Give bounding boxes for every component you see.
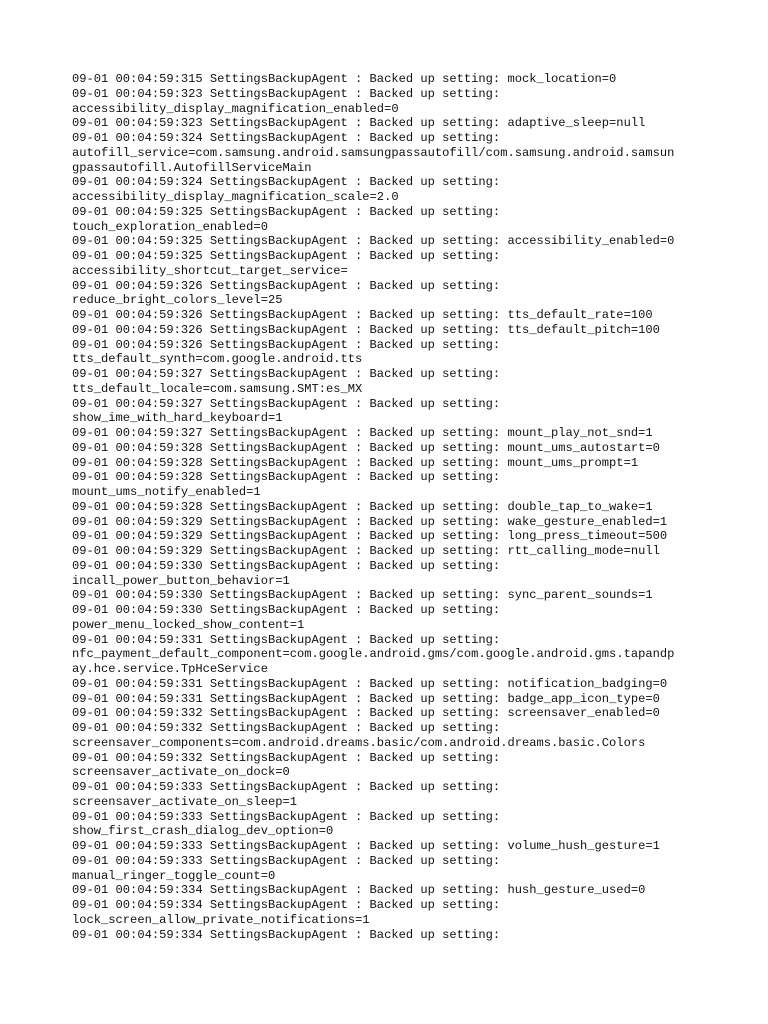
log-line: reduce_bright_colors_level=25 (72, 293, 283, 308)
log-line: screensaver_activate_on_sleep=1 (72, 794, 297, 809)
log-line: 09-01 00:04:59:333 SettingsBackupAgent : Backed up setting: (72, 809, 501, 824)
log-line: 09-01 00:04:59:326 SettingsBackupAgent : Backed up setting: (72, 337, 501, 352)
log-line: lock_screen_allow_private_notifications=1 (72, 912, 370, 927)
log-line: 09-01 00:04:59:328 SettingsBackupAgent : Backed up setting: double_tap_to_wake=1 (72, 499, 653, 514)
log-line: 09-01 00:04:59:331 SettingsBackupAgent : Backed up setting: badge_app_icon_type=0 (72, 691, 660, 706)
log-line: incall_power_button_behavior=1 (72, 573, 290, 588)
log-line: tts_default_locale=com.samsung.SMT:es_MX (72, 381, 363, 396)
log-line: 09-01 00:04:59:334 SettingsBackupAgent : Backed up setting: (72, 927, 501, 942)
log-line: 09-01 00:04:59:326 SettingsBackupAgent : Backed up setting: (72, 278, 501, 293)
log-line: touch_exploration_enabled=0 (72, 219, 268, 234)
log-line: screensaver_components=com.android.dreams.basic/com.android.dreams.basic.Colors (72, 735, 646, 750)
log-line: accessibility_display_magnification_scale=2.0 (72, 190, 399, 204)
log-line: 09-01 00:04:59:325 SettingsBackupAgent : Backed up setting: (72, 204, 501, 219)
log-line: 09-01 00:04:59:329 SettingsBackupAgent : Backed up setting: rtt_calling_mode=null (72, 544, 660, 558)
log-line: 09-01 00:04:59:331 SettingsBackupAgent : Backed up setting: (72, 632, 501, 647)
log-line: 09-01 00:04:59:333 SettingsBackupAgent : Backed up setting: (72, 853, 501, 868)
log-line: 09-01 00:04:59:324 SettingsBackupAgent : Backed up setting: (72, 175, 501, 190)
log-line: autofill_service=com.samsung.android.samsungpassautofill/com.samsung.android.samsun (72, 145, 675, 160)
log-line: 09-01 00:04:59:329 SettingsBackupAgent : Backed up setting: wake_gesture_enabled=1 (72, 514, 668, 529)
log-line: 09-01 00:04:59:323 SettingsBackupAgent : Backed up setting: adaptive_sleep=null (72, 116, 646, 131)
log-line: 09-01 00:04:59:332 SettingsBackupAgent : Backed up setting: (72, 721, 501, 735)
log-line: show_ime_with_hard_keyboard=1 (72, 411, 283, 426)
log-line: 09-01 00:04:59:326 SettingsBackupAgent : Backed up setting: tts_default_rate=100 (72, 308, 653, 322)
log-line: 09-01 00:04:59:329 SettingsBackupAgent : Backed up setting: long_press_timeout=500 (72, 529, 668, 544)
log-line: 09-01 00:04:59:330 SettingsBackupAgent : Backed up setting: (72, 603, 501, 617)
log-line: power_menu_locked_show_content=1 (72, 617, 305, 632)
log-line: nfc_payment_default_component=com.google.android.gms/com.google.android.gms.tapandp (72, 647, 675, 662)
log-line: 09-01 00:04:59:328 SettingsBackupAgent : Backed up setting: (72, 470, 501, 485)
log-line: 09-01 00:04:59:330 SettingsBackupAgent : Backed up setting: (72, 558, 501, 573)
log-line: accessibility_shortcut_target_service= (72, 263, 348, 278)
log-line: 09-01 00:04:59:315 SettingsBackupAgent : Backed up setting: mock_location=0 (72, 72, 617, 86)
log-line: 09-01 00:04:59:325 SettingsBackupAgent : Backed up setting: (72, 249, 501, 263)
log-line: 09-01 00:04:59:333 SettingsBackupAgent : Backed up setting: (72, 780, 501, 794)
log-line: 09-01 00:04:59:332 SettingsBackupAgent : Backed up setting: (72, 750, 501, 765)
log-line: 09-01 00:04:59:324 SettingsBackupAgent : Backed up setting: (72, 131, 501, 145)
log-line: tts_default_synth=com.google.android.tts (72, 352, 363, 367)
log-line: ay.hce.service.TpHceService (72, 662, 268, 676)
log-line: 09-01 00:04:59:325 SettingsBackupAgent : Backed up setting: accessibility_enabled=0 (72, 234, 675, 249)
log-line: 09-01 00:04:59:326 SettingsBackupAgent : Backed up setting: tts_default_pitch=100 (72, 322, 660, 337)
log-line: 09-01 00:04:59:328 SettingsBackupAgent : Backed up setting: mount_ums_autostart=0 (72, 440, 660, 455)
log-text-block (72, 72, 712, 942)
log-line: mount_ums_notify_enabled=1 (72, 485, 261, 499)
log-line: 09-01 00:04:59:334 SettingsBackupAgent : Backed up setting: hush_gesture_used=0 (72, 883, 646, 898)
log-line: screensaver_activate_on_dock=0 (72, 765, 290, 780)
log-line: accessibility_display_magnification_enabled=0 (72, 101, 399, 116)
log-line: 09-01 00:04:59:334 SettingsBackupAgent : Backed up setting: (72, 898, 501, 912)
log-line: 09-01 00:04:59:332 SettingsBackupAgent : Backed up setting: screensaver_enabled=0 (72, 706, 660, 721)
log-line: 09-01 00:04:59:323 SettingsBackupAgent : Backed up setting: (72, 86, 501, 101)
log-line: 09-01 00:04:59:327 SettingsBackupAgent : Backed up setting: (72, 367, 501, 381)
log-line: gpassautofill.AutofillServiceMain (72, 160, 312, 175)
log-line: show_first_crash_dialog_dev_option=0 (72, 824, 334, 839)
log-line: 09-01 00:04:59:327 SettingsBackupAgent : Backed up setting: (72, 396, 501, 411)
log-line: 09-01 00:04:59:330 SettingsBackupAgent : Backed up setting: sync_parent_sounds=1 (72, 588, 653, 603)
log-line: 09-01 00:04:59:333 SettingsBackupAgent : Backed up setting: volume_hush_gesture=1 (72, 839, 660, 853)
log-line: 09-01 00:04:59:327 SettingsBackupAgent : Backed up setting: mount_play_not_snd=1 (72, 426, 653, 440)
log-line: 09-01 00:04:59:331 SettingsBackupAgent : Backed up setting: notification_badging=0 (72, 676, 668, 691)
log-line: 09-01 00:04:59:328 SettingsBackupAgent : Backed up setting: mount_ums_prompt=1 (72, 455, 639, 470)
log-line: manual_ringer_toggle_count=0 (72, 868, 276, 883)
